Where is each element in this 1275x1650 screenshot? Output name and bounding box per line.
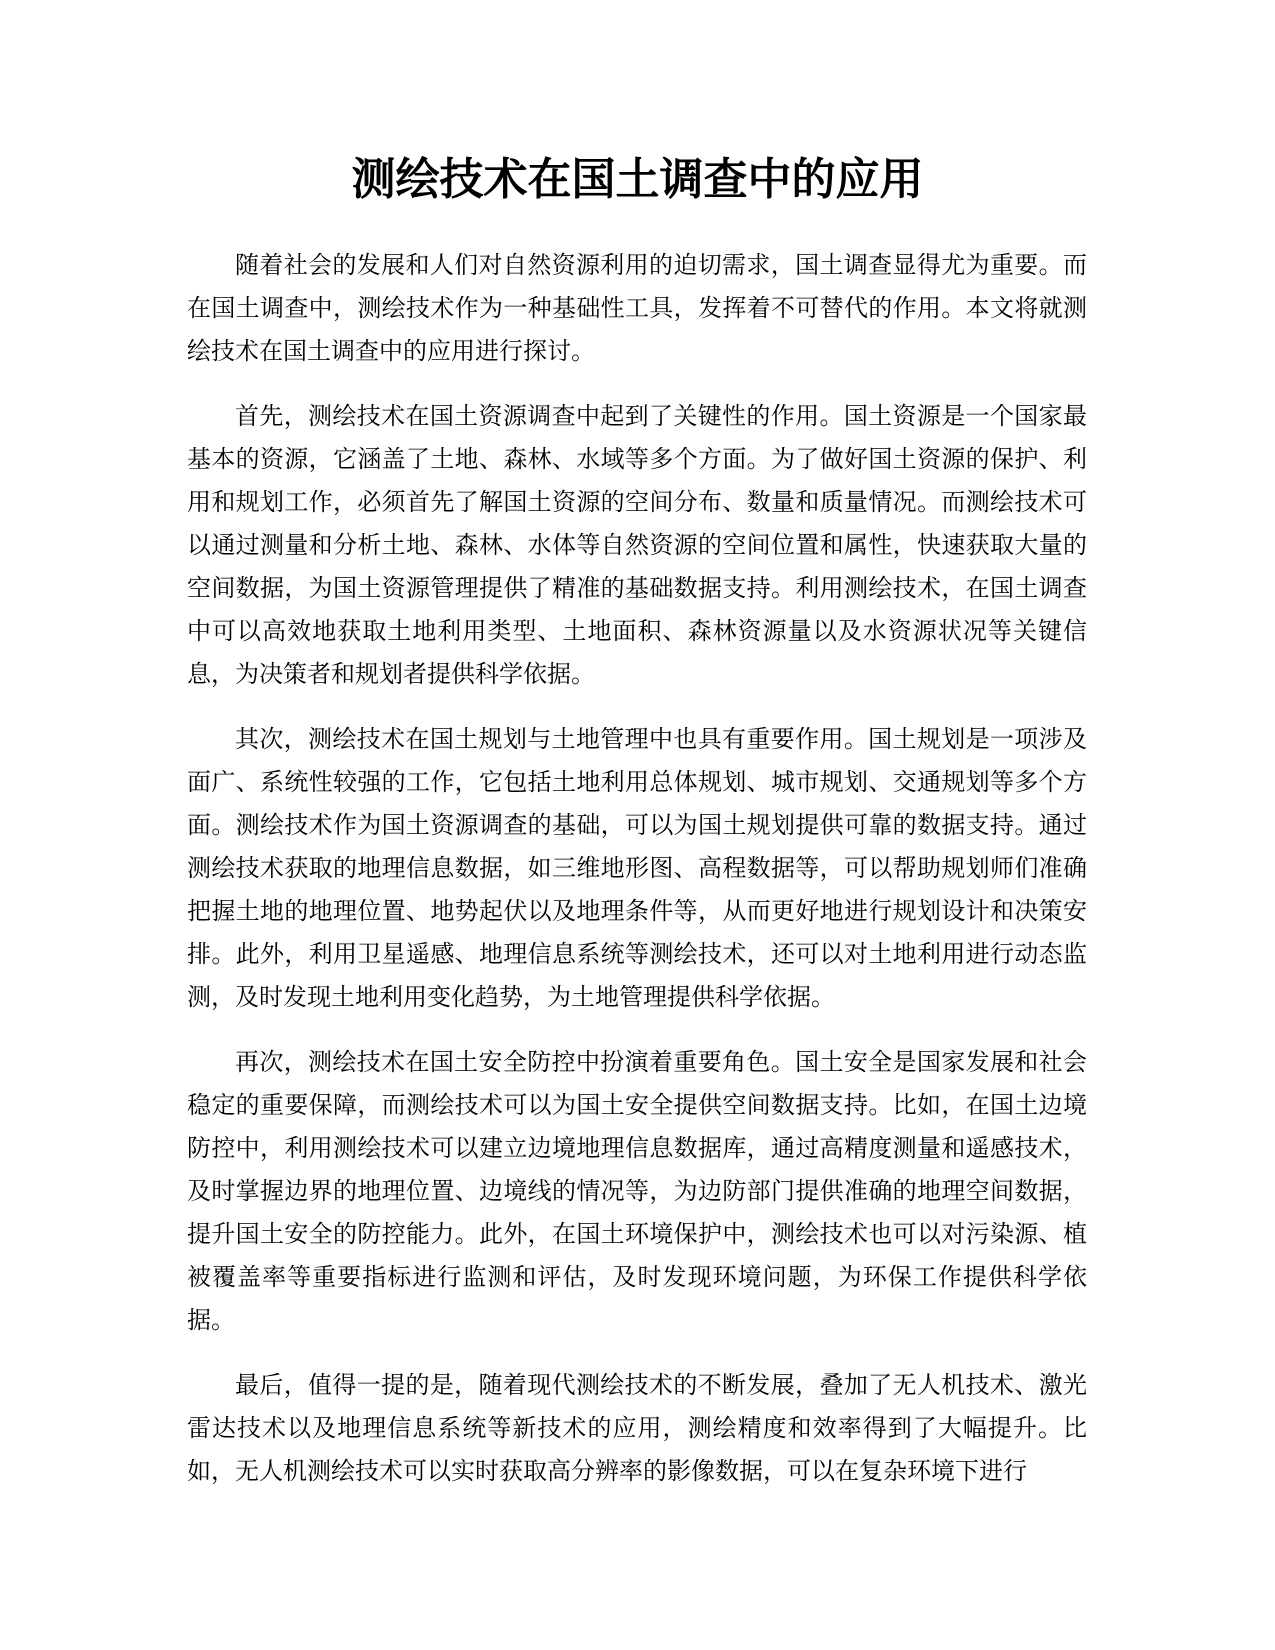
- paragraph-land-planning: 其次，测绘技术在国土规划与土地管理中也具有重要作用。国土规划是一项涉及面广、系统性较强的工作，它包括土地利用总体规划、城市规划、交通规划等多个方面。测绘技术作为国土资源调查的基础，可以为国土规划提供可靠的数据支持。通过测绘技术获取的地理信息数据，如三维地形图、高程数据等，可以帮助规划师们准确把握土地的地理位置、地势起伏以及地理条件等，从而更好地进行规划设计和决策安排。此外，利用卫星遥感、地理信息系统等测绘技术，还可以对土地利用进行动态监测，及时发现土地利用变化趋势，为土地管理提供科学依据。: [187, 725, 1087, 1011]
- paragraph-resource-survey: 首先，测绘技术在国土资源调查中起到了关键性的作用。国土资源是一个国家最基本的资源，它涵盖了土地、森林、水域等多个方面。为了做好国土资源的保护、利用和规划工作，必须首先了解国土资源的空间分布、数量和质量情况。而测绘技术可以通过测量和分析土地、森林、水体等自然资源的空间位置和属性，快速获取大量的空间数据，为国土资源管理提供了精准的基础数据支持。利用测绘技术，在国土调查中可以高效地获取土地利用类型、土地面积、森林资源量以及水资源状况等关键信息，为决策者和规划者提供科学依据。: [187, 402, 1087, 688]
- paragraph-new-technology: 最后，值得一提的是，随着现代测绘技术的不断发展，叠加了无人机技术、激光雷达技术以及地理信息系统等新技术的应用，测绘精度和效率得到了大幅提升。比如，无人机测绘技术可以实时获取高分辨率的影像数据，可以在复杂环境下进行: [187, 1371, 1087, 1485]
- paragraph-intro: 随着社会的发展和人们对自然资源利用的迫切需求，国土调查显得尤为重要。而在国土调查中，测绘技术作为一种基础性工具，发挥着不可替代的作用。本文将就测绘技术在国土调查中的应用进行探讨。: [187, 251, 1087, 365]
- document-body: [187, 244, 1087, 1515]
- paragraph-land-security: 再次，测绘技术在国土安全防控中扮演着重要角色。国土安全是国家发展和社会稳定的重要保障，而测绘技术可以为国土安全提供空间数据支持。比如，在国土边境防控中，利用测绘技术可以建立边境地理信息数据库，通过高精度测量和遥感技术，及时掌握边界的地理位置、边境线的情况等，为边防部门提供准确的地理空间数据，提升国土安全的防控能力。此外，在国土环境保护中，测绘技术也可以对污染源、植被覆盖率等重要指标进行监测和评估，及时发现环境问题，为环保工作提供科学依据。: [187, 1048, 1087, 1334]
- document-title: 测绘技术在国土调查中的应用: [351, 154, 924, 205]
